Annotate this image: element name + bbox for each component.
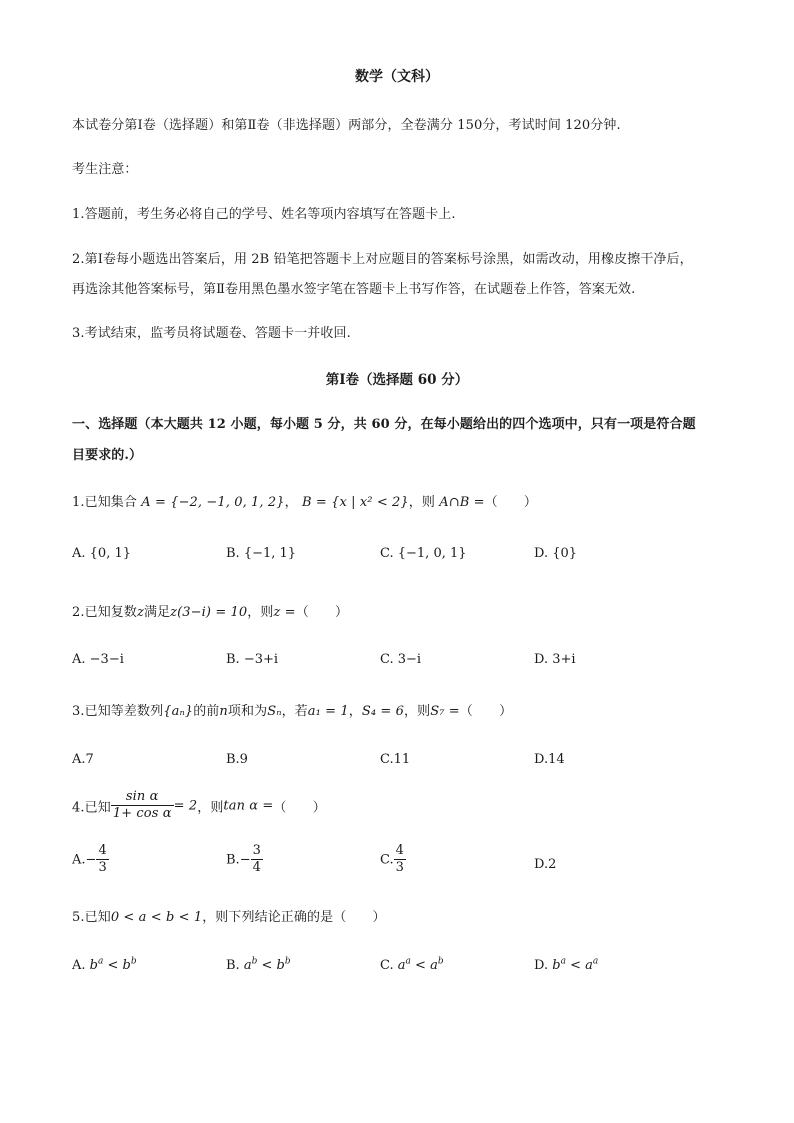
- complex-equation: z(3−i) = 10: [170, 605, 248, 620]
- q3-option-b: B.9: [226, 752, 248, 767]
- intro-text: 本试卷分第Ⅰ卷（选择题）和第Ⅱ卷（非选择题）两部分，全卷满分 150分，考试时间 120分钟.: [72, 118, 621, 133]
- notice-2-line2: 再选涂其他答案标号，第Ⅱ卷用黑色墨水签字笔在答题卡上书写作答，在试题卷上作答，答案无效.: [72, 282, 636, 297]
- q3-option-a: A.7: [72, 752, 94, 767]
- part-heading-line1: 一、选择题（本大题共 12 小题，每小题 5 分，共 60 分，在每小题给出的四个选项中，只有一项是符合题: [72, 417, 696, 432]
- part-heading-line2: 目要求的.）: [72, 448, 143, 463]
- question-5-stem: 5.已知0 < a < b < 1，则下列结论正确的是（ ）: [72, 910, 386, 925]
- question-4-stem: 4.已知 $\frac{\text{sin α}}{\text{1+ cos α}}$ = 2，则tan α =（ ）: [72, 789, 326, 821]
- q4-option-d: D.2: [534, 857, 557, 872]
- q2-option-a: A. −3−i: [72, 652, 124, 667]
- q5-option-a: A. $b^a < b^b$: [72, 956, 137, 973]
- q2-option-c: C. 3−i: [380, 652, 422, 667]
- q5-option-b: B. $a^b < b^b$: [226, 956, 291, 973]
- q2-option-b: B. −3+i: [226, 652, 279, 667]
- sin-cos-fraction: $\frac{\text{sin α}}{\text{1+ cos α}}$: [112, 789, 172, 821]
- question-2-stem: 2.已知复数z满足z(3−i) = 10，则z =（ ）: [72, 605, 349, 620]
- q1-option-d: D. {0}: [534, 546, 578, 561]
- notice-heading: 考生注意：: [72, 162, 138, 177]
- page-title: 数学（文科）: [355, 69, 439, 85]
- q5-option-d: D. $b^a < a^a$: [534, 956, 599, 973]
- notice-3: 3.考试结束，监考员将试题卷、答题卡一并收回.: [72, 326, 351, 341]
- notice-2-line1: 2.第Ⅰ卷每小题选出答案后，用 2B 铅笔把答题卡上对应题目的答案标号涂黑，如需改动，用橡皮擦干净后，: [72, 252, 693, 267]
- q1-option-b: B. {−1, 1}: [226, 546, 297, 561]
- question-3-stem: 3.已知等差数列{aₙ}的前n项和为Sₙ，若a₁ = 1，S₄ = 6，则S₇ =（ ）: [72, 704, 513, 719]
- q4-option-c: C. $\frac{4}{3}$: [380, 843, 404, 875]
- set-a-expr: A = {−2, −1, 0, 1, 2}: [141, 495, 285, 510]
- q5-option-c: C. $a^a < a^b$: [380, 956, 444, 973]
- q3-option-c: C.11: [380, 752, 411, 767]
- section-title: 第Ⅰ卷（选择题 60 分）: [325, 372, 469, 388]
- question-1-stem: 1.已知集合 A = {−2, −1, 0, 1, 2}， B = {x | x² < 2}，则 A∩B =（ ）: [72, 495, 537, 510]
- q1-option-c: C. {−1, 0, 1}: [380, 546, 467, 561]
- q4-option-a: A.− $\frac{4}{3}$: [72, 843, 107, 875]
- q2-option-d: D. 3+i: [534, 652, 576, 667]
- q1-option-a: A. {0, 1}: [72, 546, 132, 561]
- q3-option-d: D.14: [534, 752, 565, 767]
- notice-1: 1.答题前，考生务必将自己的学号、姓名等项内容填写在答题卡上.: [72, 207, 456, 222]
- intersection-expr: A∩B =: [439, 495, 485, 510]
- set-b-expr: B = {x | x² < 2}: [301, 495, 409, 510]
- q4-option-b: B.− $\frac{3}{4}$: [226, 843, 261, 875]
